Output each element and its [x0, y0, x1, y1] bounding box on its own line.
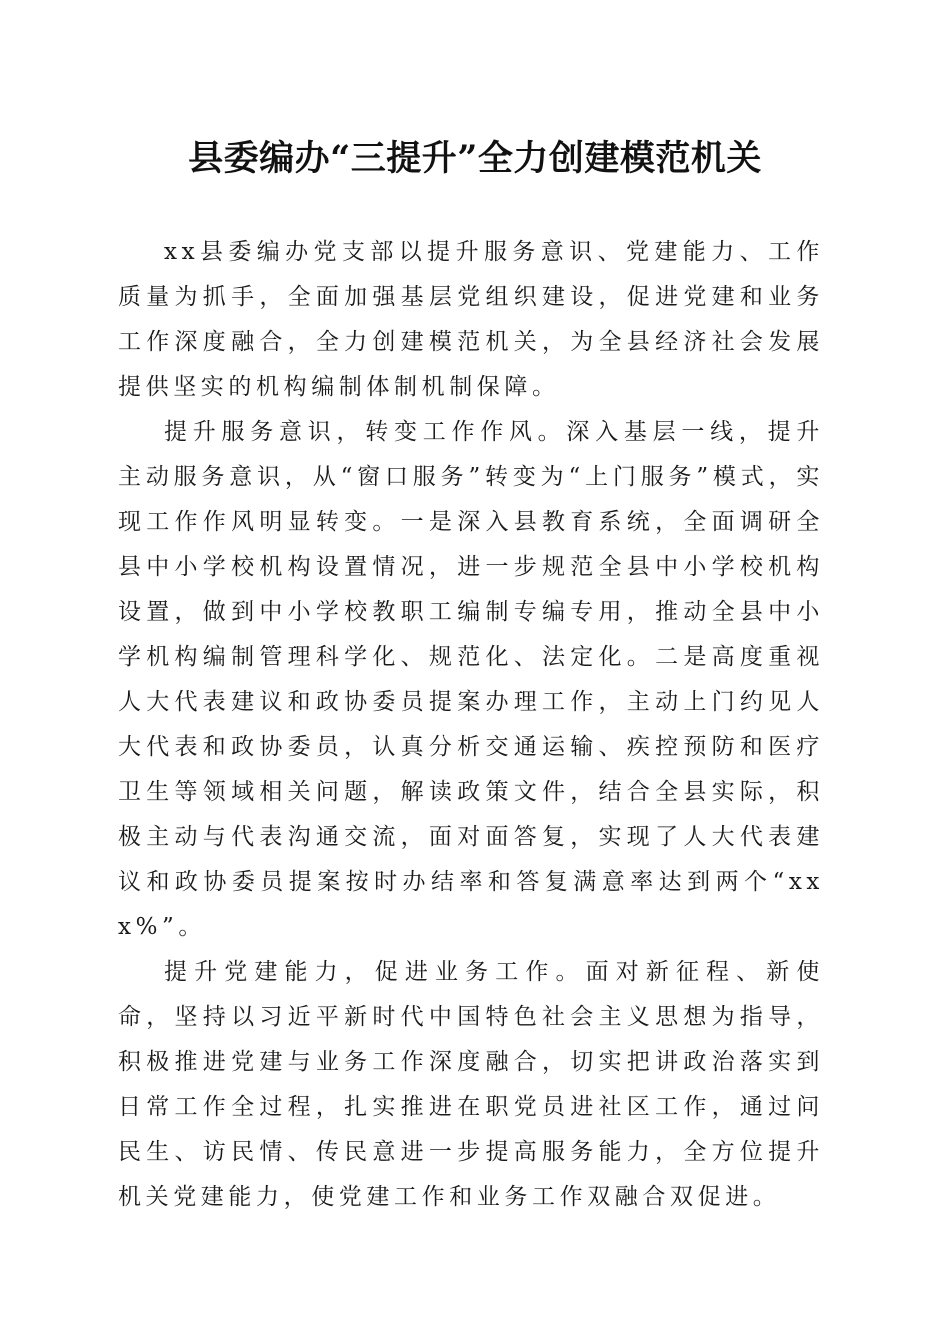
paragraph-party-building: 提升党建能力，促进业务工作。面对新征程、新使命，坚持以习近平新时代中国特色社会主义思想为指导，积极推进党建与业务工作深度融合，切实把讲政治落实到日常工作全过程，扎实推进在职党员进社区工作，通过问民生、访民情、传民意进一步提高服务能力，全方位提升机关党建能力，使党建工作和业务工作双融合双促进。	[118, 959, 824, 1210]
paragraph-service-awareness: 提升服务意识，转变工作作风。深入基层一线，提升主动服务意识，从“窗口服务”转变为“上门服务”模式，实现工作作风明显转变。一是深入县教育系统，全面调研全县中小学校机构设置情况，进一步规范全县中小学校机构设置，做到中小学校教职工编制专编专用，推动全县中小学机构编制管理科学化、规范化、法定化。二是高度重视人大代表建议和政协委员提案办理工作，主动上门约见人大代表和政协委员，认真分析交通运输、疾控预防和医疗卫生等领域相关问题，解读政策文件，结合全县实际，积极主动与代表沟通交流，面对面答复，实现了人大代表建议和政协委员提案按时办结率和答复满意率达到两个“xxx%”。	[118, 419, 824, 940]
document-body	[118, 230, 824, 1220]
paragraph-intro: xx县委编办党支部以提升服务意识、党建能力、工作质量为抓手，全面加强基层党组织建设，促进党建和业务工作深度融合，全力创建模范机关，为全县经济社会发展提供坚实的机构编制体制机制保障。	[118, 239, 824, 400]
document-title: 县委编办“三提升”全力创建模范机关	[188, 138, 762, 179]
